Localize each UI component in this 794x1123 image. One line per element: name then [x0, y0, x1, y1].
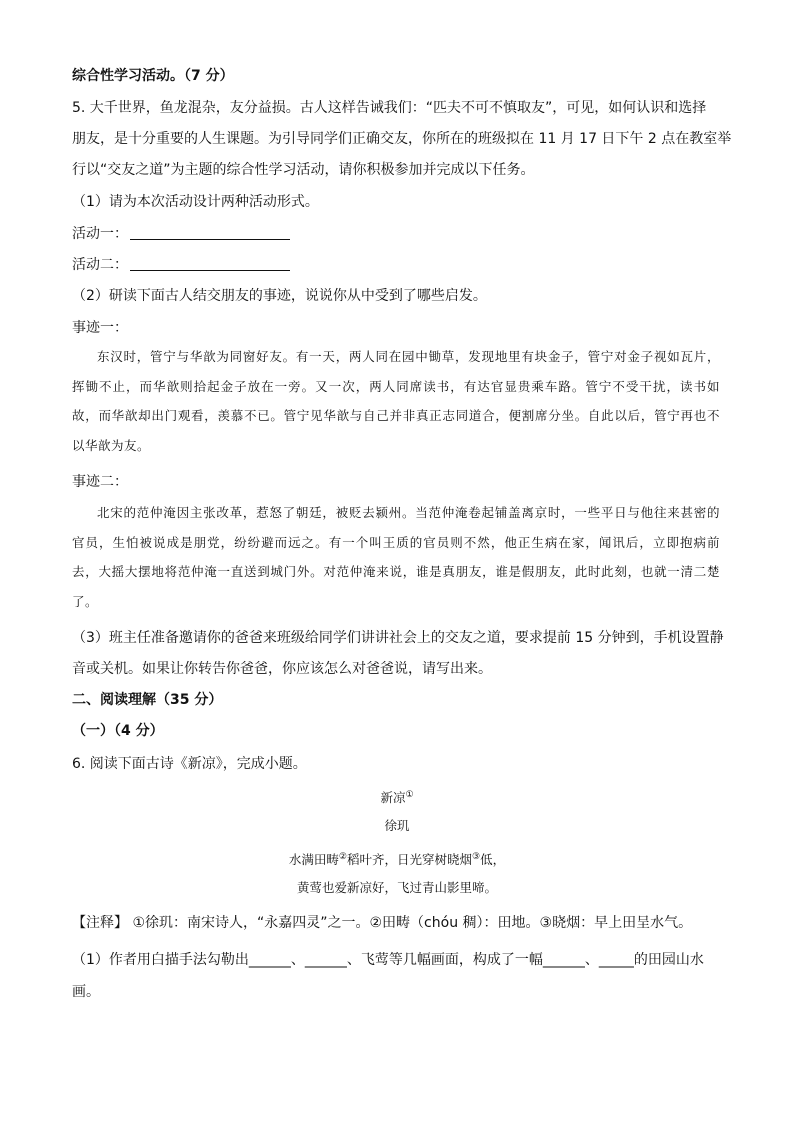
poem-line-1-part-c: 低，: [480, 852, 506, 868]
section2-heading: 二、阅读理解（35 分）: [72, 692, 223, 708]
activity2-row: [72, 255, 290, 275]
q5-intro-line-3: 行以“交友之道”为主题的综合性学习活动，请你积极参加并完成以下任务。: [72, 162, 535, 178]
q6-sub1-line-2: 画。: [72, 984, 100, 1000]
activity2-answer-blank[interactable]: [130, 256, 290, 271]
q5-intro-line-1: 5. 大千世界，鱼龙混杂，友分益损。古人这样告诫我们：“匹夫不可不慎取友”，可见，如何认识和选择: [72, 100, 707, 116]
story2-text: 北宋的范仲淹因主张改革，惹怒了朝廷，被贬去颍州。当范仲淹卷起铺盖离京时，一些平日与他往来甚密的官员，生怕被说成是朋党，纷纷避而远之。有一个叫王质的官员则不然，他正生病在家，闻讯后，立即抱病前去，大摇大摆地将范仲淹一直送到城门外。对范仲淹来说，谁是真朋友，谁是假朋友，此时此刻，也就一清二楚了。: [72, 505, 720, 609]
q6-sub1-line-1: （1）作者用白描手法勾勒出______、______、飞莺等几幅画面，构成了一幅______、_____的田园山水: [72, 952, 704, 968]
poem-author: 徐玑: [384, 818, 410, 833]
poem-line-1-part-b: 稻叶齐，日光穿树晓烟: [346, 852, 472, 868]
q6-notes: 【注释】 ①徐玑：南宋诗人，“永嘉四灵”之一。②田畴（chóu 稠）：田地。③晓烟：早上田呈水气。: [72, 915, 693, 931]
q5-sub3-line-1: （3）班主任准备邀请你的爸爸来班级给同学们讲讲社会上的交友之道，要求提前 15 分钟到，手机设置静: [72, 630, 724, 646]
section-heading: 综合性学习活动。（7 分）: [72, 68, 234, 84]
q6-intro: 6. 阅读下面古诗《新凉》，完成小题。: [72, 756, 307, 772]
part1-heading: （一）（4 分）: [72, 723, 164, 739]
poem-title-note: ①: [405, 790, 414, 800]
q5-sub3-line-2: 音或关机。如果让你转告你爸爸，你应该怎么对爸爸说，请写出来。: [72, 661, 492, 677]
q5-sub2: （2）研读下面古人结交朋友的事迹，说说你从中受到了哪些启发。: [72, 288, 487, 304]
poem-title-row: [0, 785, 794, 808]
poem-line-1-part-a: 水满田畴: [288, 852, 339, 868]
poem-line-1: [0, 847, 794, 870]
activity2-label: 活动二：: [72, 257, 128, 273]
poem-note-3-mark: ③: [472, 852, 481, 862]
activity1-row: [72, 224, 290, 244]
activity1-answer-blank[interactable]: [130, 225, 290, 240]
q5-intro-line-2: 朋友，是十分重要的人生课题。为引导同学们正确交友，你所在的班级拟在 11 月 17 日下午 2 点在教室举: [72, 131, 732, 147]
story2-label: 事迹二：: [72, 474, 128, 490]
story1-label: 事迹一：: [72, 320, 128, 336]
poem-title: 新凉: [380, 790, 406, 806]
story1-text: 东汉时，管宁与华歆为同窗好友。有一天，两人同在园中锄草，发现地里有块金子，管宁对金子视如瓦片，挥锄不止，而华歆则拾起金子放在一旁。又一次，两人同席读书，有达官显贵乘车路。管宁不受干扰，读书如故，而华歆却出门观看，羡慕不已。管宁见华歆与自己并非真正志同道合，便割席分坐。自此以后，管宁再也不以华歆为友。: [72, 349, 720, 453]
q5-sub1: （1）请为本次活动设计两种活动形式。: [72, 194, 319, 210]
activity1-label: 活动一：: [72, 226, 128, 242]
poem-line-2: 黄莺也爱新凉好，飞过青山影里啼。: [296, 880, 497, 895]
poem-note-2-mark: ②: [338, 852, 347, 862]
